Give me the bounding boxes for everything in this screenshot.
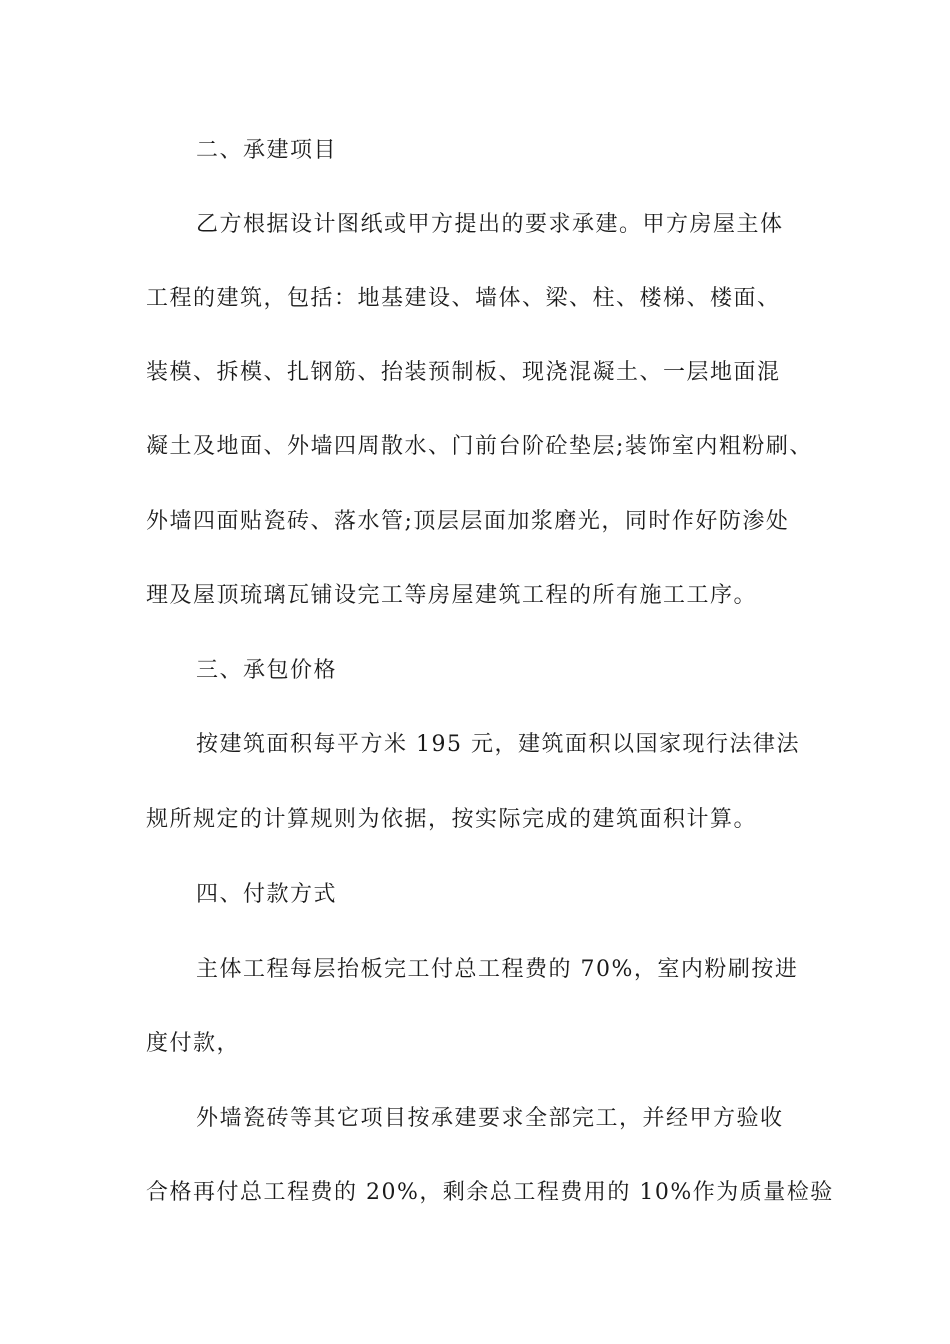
paragraph-line: 外墙四面贴瓷砖、落水管;顶层层面加浆磨光，同时作好防渗处 [146, 509, 790, 534]
paragraph-line: 理及屋顶琉璃瓦铺设完工等房屋建筑工程的所有施工工序。 [146, 583, 758, 608]
paragraph-line: 乙方根据设计图纸或甲方提出的要求承建。甲方房屋主体 [196, 212, 784, 237]
paragraph-line: 规所规定的计算规则为依据，按实际完成的建筑面积计算。 [146, 807, 758, 832]
paragraph-line: 按建筑面积每平方米 195 元，建筑面积以国家现行法律法 [196, 732, 800, 757]
section-heading-price: 三、承包价格 [196, 658, 338, 683]
paragraph-line: 装模、拆模、扎钢筋、抬装预制板、现浇混凝土、一层地面混 [146, 360, 781, 385]
section-heading-project: 二、承建项目 [196, 138, 338, 163]
paragraph-line: 工程的建筑，包括：地基建设、墙体、梁、柱、楼梯、楼面、 [146, 286, 781, 311]
paragraph-line: 主体工程每层抬板完工付总工程费的 70%，室内粉刷按进 [196, 957, 799, 982]
paragraph-line: 外墙瓷砖等其它项目按承建要求全部完工，并经甲方验收 [196, 1106, 784, 1131]
section-heading-payment: 四、付款方式 [196, 882, 338, 907]
paragraph-line: 凝土及地面、外墙四周散水、门前台阶砼垫层;装饰室内粗粉刷、 [146, 434, 813, 459]
paragraph-line: 合格再付总工程费的 20%，剩余总工程费用的 10%作为质量检验 [146, 1180, 834, 1205]
paragraph-line: 度付款， [146, 1031, 241, 1056]
